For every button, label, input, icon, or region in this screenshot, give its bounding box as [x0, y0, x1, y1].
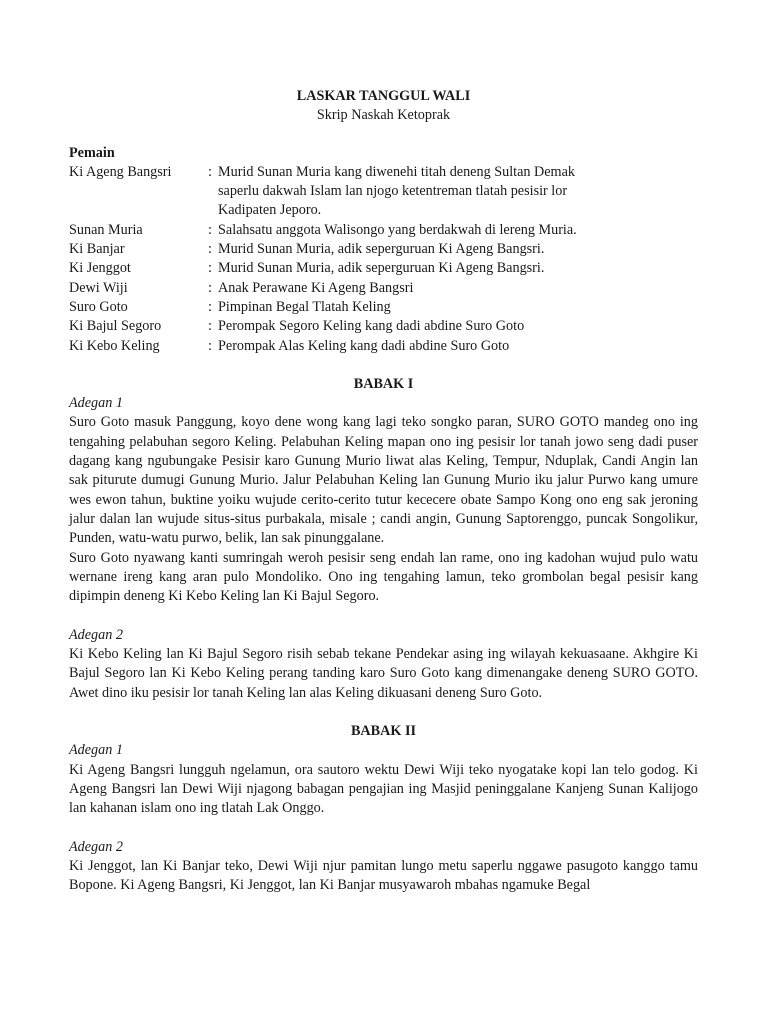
cast-desc: Perompak Segoro Keling kang dadi abdine Suro Goto	[218, 318, 525, 335]
babak-2-adegan-1-label: Adegan 1	[69, 742, 123, 759]
babak-1-adegan-1-paragraph-2: Suro Goto nyawang kanti sumringah weroh pesisir seng endah lan rame, ono ing kadohan wujud pulo watu wernane ireng kang aran pulo Mondoliko. Ono ing tengahing lamun, teko grombolan begal pesisir kang dipimpin deneng Ki Kebo Keling lan Ki Bajul Segoro.	[69, 549, 698, 605]
cast-row	[69, 221, 698, 240]
babak-1-adegan-1-label: Adegan 1	[69, 395, 123, 412]
cast-colon: :	[208, 163, 212, 180]
cast-row	[69, 317, 698, 336]
cast-row	[69, 240, 698, 259]
cast-name: Ki Jenggot	[69, 260, 131, 277]
cast-row	[69, 259, 698, 278]
cast-desc: Murid Sunan Muria, adik seperguruan Ki Ageng Bangsri.	[218, 241, 545, 258]
cast-section	[69, 144, 698, 356]
babak-2-adegan-2-paragraph-1: Ki Jenggot, lan Ki Banjar teko, Dewi Wiji njur pamitan lungo metu saperlu nggawe pasugoto kanggo tamu Bopone. Ki Ageng Bangsri, Ki Jenggot, lan Ki Banjar musyawaroh mbahas ngamuke Begal	[69, 857, 698, 894]
cast-name: Ki Kebo Keling	[69, 337, 160, 354]
document-subtitle: Skrip Naskah Ketoprak	[316, 107, 451, 124]
cast-row	[69, 298, 698, 317]
cast-desc: Murid Sunan Muria, adik seperguruan Ki Ageng Bangsri.	[218, 260, 545, 277]
cast-colon: :	[208, 260, 212, 277]
cast-colon: :	[208, 337, 212, 354]
babak-2-heading: BABAK II	[350, 722, 417, 739]
cast-name: Ki Bajul Segoro	[69, 318, 162, 335]
cast-desc: Salahsatu anggota Walisongo yang berdakwah di lereng Muria.	[218, 221, 577, 238]
babak-1-adegan-1-paragraph-1: Suro Goto masuk Panggung, koyo dene wong kang lagi teko songko paran, SURO GOTO mandeg ono ing tengahing pelabuhan segoro Keling. Pelabuhan Keling mapan ono ing pesisir lor tanah jowo seng dadi puser dagang kang ngubungake Pesisir karo Gunung Murio liwat alas Keling, Tempur, Nduplak, Candi Angin lan sak piturute dumugi Gunung Murio. Jalur Pelabuhan Keling lan Gunung Murio iku jalur Purwo kang umure wes ewon tahun, buktine yoiku wujude cerito-cerito tutur kececere obate Sampo Kong ono eng sak jeroning jalur dalan lan wujude situs-situs purbakala, misale ; candi angin, Gunung Saptorenggo, puncak Songolikur, Punden, watu-watu purwo, belik, lan sak pinunggalane.	[69, 414, 698, 547]
spacer	[69, 818, 698, 837]
cast-heading: Pemain	[69, 144, 115, 161]
cast-colon: :	[208, 221, 212, 238]
cast-row	[69, 163, 698, 221]
cast-name: Sunan Muria	[69, 221, 143, 238]
cast-name: Dewi Wiji	[69, 279, 128, 296]
spacer	[69, 606, 698, 625]
cast-name: Ki Banjar	[69, 241, 125, 258]
cast-desc: Anak Perawane Ki Ageng Bangsri	[218, 279, 414, 296]
cast-desc: Pimpinan Begal Tlatah Keling	[218, 298, 391, 315]
babak-2-adegan-1-paragraph-1: Ki Ageng Bangsri lungguh ngelamun, ora sautoro wektu Dewi Wiji teko nyogatake kopi lan telo godog. Ki Ageng Bangsri lan Dewi Wiji njagong babagan pengajian ing Masjid peninggalane Kanjeng Sunan Kalijogo lan kahanan islam ono ing tlatah Lak Onggo.	[69, 761, 698, 817]
document-title: LASKAR TANGGUL WALI	[296, 88, 471, 104]
cast-colon: :	[208, 279, 212, 296]
document-page	[69, 87, 698, 896]
cast-desc: Perompak Alas Keling kang dadi abdine Suro Goto	[218, 337, 510, 354]
babak-1-adegan-2-paragraph-1: Ki Kebo Keling lan Ki Bajul Segoro risih sebab tekane Pendekar asing ing wilayah kekuasaane. Akhgire Ki Bajul Segoro lan Ki Kebo Keling perang tanding karo Suro Goto kang dimenangake deneng SURO GOTO. Awet dino iku pesisir lor tanah Keling lan alas Keling dikuasani deneng Suro Goto.	[69, 646, 698, 701]
cast-colon: :	[208, 318, 212, 335]
cast-colon: :	[208, 241, 212, 258]
cast-desc: Murid Sunan Muria kang diwenehi titah deneng Sultan Demak saperlu dakwah Islam lan njogo ketentreman tlatah pesisir lor Kadipaten Jeporo.	[218, 163, 575, 219]
babak-1-adegan-2-label: Adegan 2	[69, 626, 123, 643]
cast-row	[69, 279, 698, 298]
cast-name: Ki Ageng Bangsri	[69, 163, 172, 180]
cast-colon: :	[208, 298, 212, 315]
babak-2-adegan-2-label: Adegan 2	[69, 838, 123, 855]
cast-name: Suro Goto	[69, 298, 128, 315]
cast-row	[69, 337, 698, 356]
babak-1-heading: BABAK I	[353, 375, 414, 392]
